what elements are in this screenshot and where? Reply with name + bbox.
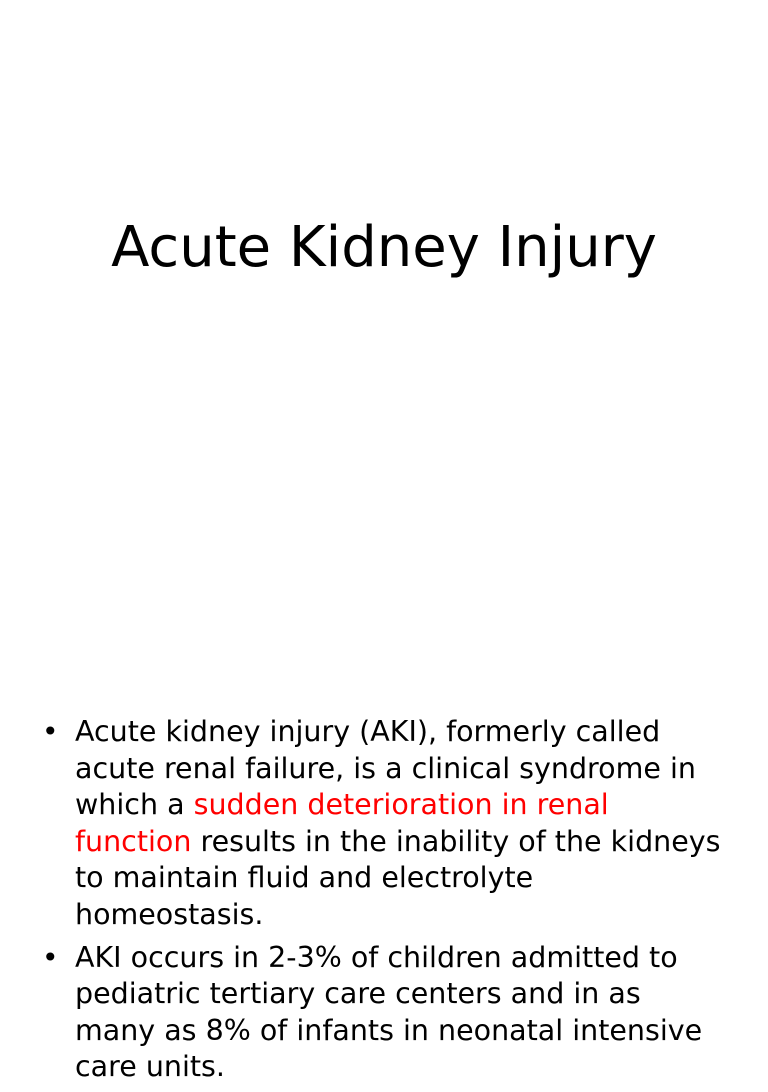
- slide-title: Acute Kidney Injury: [111, 215, 657, 280]
- bullet-text-after: results in the inability of the kidneys to maintain fluid and electrolyte homeostasis.: [75, 824, 721, 931]
- bullet-point-icon: •: [42, 715, 59, 748]
- highlighted-phrase: sudden deterioration in renal function: [75, 788, 609, 858]
- bullet-text: AKI occurs in 2-3% of children admitted to pediatric tertiary care centers and in as many as 8% of infants in neonatal intensive care units.: [75, 940, 703, 1084]
- bullet-point-icon: •: [42, 940, 59, 974]
- bullet-list: [0, 714, 768, 1092]
- bullet-item: [0, 714, 768, 934]
- bullet-item: [0, 940, 768, 1086]
- bullet-text-before: Acute kidney injury (AKI), formerly called acute renal failure, is a clinical syndrome in which a: [75, 715, 696, 822]
